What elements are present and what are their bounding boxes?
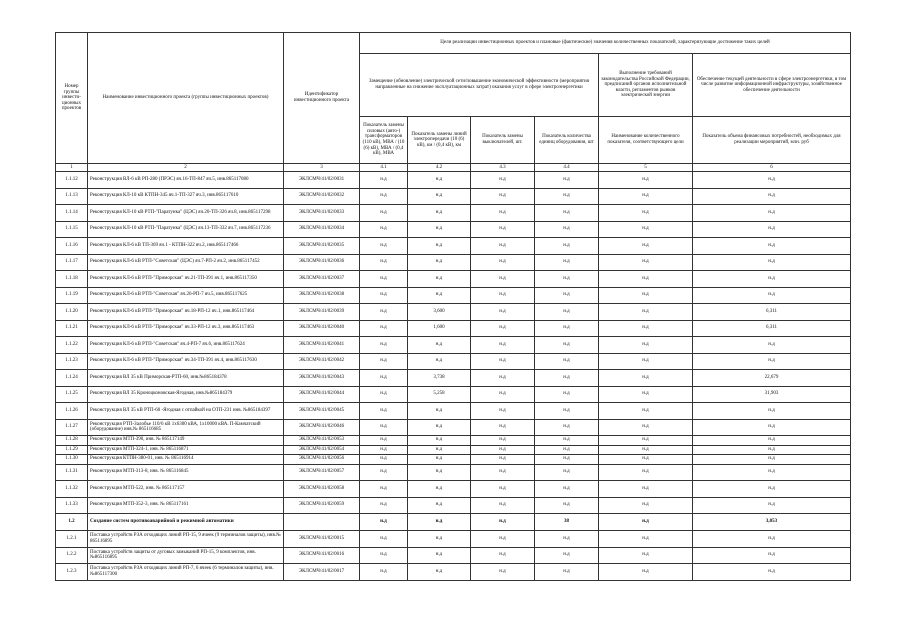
value-4-1: н.д — [360, 455, 408, 465]
value-4-2: н.д — [408, 497, 471, 514]
row-number: 1.1.21 — [56, 320, 88, 337]
value-5: н.д — [599, 205, 693, 222]
table-row — [56, 455, 851, 465]
table-row — [56, 172, 851, 189]
project-name: Реконструкция КЛ-10 кВ РТП-"Паратунка" (ЦЭС) яч.13-ТП-332 яч.7, инв.865117236 — [88, 221, 284, 238]
value-4-1: н.д — [360, 271, 408, 288]
project-name: Реконструкция КЛ-6 кВ РТП-"Приморская" яч.33-РП-12 яч.3, инв.865117463 — [88, 320, 284, 337]
value-4-2: н.д — [408, 188, 471, 205]
value-4-2: н.д — [408, 271, 471, 288]
project-id: ЭКЛСМЧ/41/02/0015 — [284, 531, 360, 548]
table-row — [56, 205, 851, 222]
project-id — [284, 514, 360, 531]
value-5: н.д — [599, 455, 693, 465]
value-5: н.д — [599, 304, 693, 321]
value-4-3: н.д — [471, 531, 535, 548]
column-index-cell: 6 — [693, 164, 851, 172]
project-id: ЭКЛСМЧ/41/02/0057 — [284, 464, 360, 481]
value-4-3: н.д — [471, 188, 535, 205]
value-6: н.д — [693, 455, 851, 465]
value-4-3: н.д — [471, 419, 535, 436]
value-4-3: н.д — [471, 455, 535, 465]
project-id: ЭКЛСМЧ/41/02/0032 — [284, 188, 360, 205]
table-body — [56, 172, 851, 581]
header-project-id: Идентификатор инвестиционного проекта — [284, 33, 360, 164]
value-4-1: н.д — [360, 254, 408, 271]
project-name: Реконструкция МТП-352-3, инв. № 865117161 — [88, 497, 284, 514]
value-5: н.д — [599, 320, 693, 337]
value-4-1: н.д — [360, 445, 408, 455]
value-5: н.д — [599, 481, 693, 498]
table-row — [56, 337, 851, 354]
table-row — [56, 464, 851, 481]
value-4-4: н.д — [535, 370, 599, 387]
column-index-cell: 4.4 — [535, 164, 599, 172]
value-4-3: н.д — [471, 238, 535, 255]
value-6: н.д — [693, 531, 851, 548]
row-number: 1.2.3 — [56, 564, 88, 581]
value-4-1: н.д — [360, 436, 408, 446]
value-4-4: н.д — [535, 445, 599, 455]
header-legislation: Выполнение требований законодательства Российской Федерации, предписаний органов исполнительной власти, регламентов рынков электрической энергии — [599, 54, 693, 117]
value-4-3: н.д — [471, 445, 535, 455]
table-row — [56, 403, 851, 420]
project-name: Реконструкция ВЛ 35 кВ РТП-60 -Ягодная с отпайкой на ОТП-231 инв. №865184397 — [88, 403, 284, 420]
value-6: н.д — [693, 481, 851, 498]
value-6: н.д — [693, 172, 851, 189]
value-5: н.д — [599, 337, 693, 354]
value-6: н.д — [693, 271, 851, 288]
value-4-4: н.д — [535, 403, 599, 420]
value-4-2: н.д — [408, 172, 471, 189]
column-index-cell: 4.3 — [471, 164, 535, 172]
value-4-4: н.д — [535, 337, 599, 354]
row-number: 1.1.19 — [56, 287, 88, 304]
value-5: н.д — [599, 172, 693, 189]
project-id: ЭКЛСМЧ/41/02/0034 — [284, 221, 360, 238]
value-4-1: н.д — [360, 497, 408, 514]
table-row — [56, 353, 851, 370]
value-4-4: н.д — [535, 320, 599, 337]
project-id: ЭКЛСМЧ/41/02/0058 — [284, 481, 360, 498]
header-indicator-4-4: Показатель количества единиц оборудования, шт — [535, 117, 599, 164]
value-5: н.д — [599, 238, 693, 255]
row-number: 1.1.27 — [56, 419, 88, 436]
value-4-1: н.д — [360, 481, 408, 498]
row-number: 1.1.12 — [56, 172, 88, 189]
value-4-4: н.д — [535, 436, 599, 446]
value-4-1: н.д — [360, 514, 408, 531]
table-row — [56, 497, 851, 514]
value-4-3: н.д — [471, 497, 535, 514]
value-4-2: 3,600 — [408, 304, 471, 321]
header-support: Обеспечение текущей деятельности в сфере электроэнергетики, в том числе развитие информационной инфраструктуры, хозяйственное обеспечение деятельности — [693, 54, 851, 117]
header-indicator-4-1: Показатель замены силовых (авто-) трансформаторов (110 кВ), МВА / (10 (6) кВ), МВА / (0,4 кВ), МВА — [360, 117, 408, 164]
project-name: Поставка устройств защиты от дуговых замыканий РП-15, 9 комплектов, инв.№865116895 — [88, 547, 284, 564]
value-5: н.д — [599, 188, 693, 205]
value-4-4: н.д — [535, 419, 599, 436]
project-id: ЭКЛСМЧ/41/02/0035 — [284, 238, 360, 255]
project-id: ЭКЛСМЧ/41/02/0016 — [284, 547, 360, 564]
project-id: ЭКЛСМЧ/41/02/0033 — [284, 205, 360, 222]
project-name: Реконструкция КЛ-6 кВ РТП-"Приморская" яч.18-РП-12 яч.1, инв.865117464 — [88, 304, 284, 321]
project-name: Реконструкция РТП-Залобье 110/6 кВ 1х6300 кВА, 1х10000 кВА. П-Камчатский (оборудование) инв.№ 865116685 — [88, 419, 284, 436]
column-index-cell: 1 — [56, 164, 88, 172]
value-4-3: н.д — [471, 386, 535, 403]
row-number: 1.1.22 — [56, 337, 88, 354]
row-number: 1.1.14 — [56, 205, 88, 222]
table-row — [56, 370, 851, 387]
table-row — [56, 221, 851, 238]
value-4-4: н.д — [535, 254, 599, 271]
value-4-2: н.д — [408, 547, 471, 564]
value-6: н.д — [693, 254, 851, 271]
table-row — [56, 514, 851, 531]
project-name: Реконструкция КЛ-6 кВ РТП-"Советская" (ЦЭС) яч.7-РП-2 яч.2, инв.865117452 — [88, 254, 284, 271]
row-number: 1.2.2 — [56, 547, 88, 564]
value-4-1: н.д — [360, 188, 408, 205]
value-4-3: н.д — [471, 271, 535, 288]
value-4-1: н.д — [360, 172, 408, 189]
table-row — [56, 238, 851, 255]
project-name: Реконструкция ВЛ 35 Кроноцконовская-Ягодная, инв.№865184379 — [88, 386, 284, 403]
value-6: н.д — [693, 287, 851, 304]
value-4-3: н.д — [471, 464, 535, 481]
value-5: н.д — [599, 445, 693, 455]
table-row — [56, 254, 851, 271]
value-5: н.д — [599, 497, 693, 514]
value-4-1: н.д — [360, 337, 408, 354]
value-5: н.д — [599, 287, 693, 304]
value-4-4: н.д — [535, 271, 599, 288]
value-4-3: н.д — [471, 514, 535, 531]
row-number: 1.1.30 — [56, 455, 88, 465]
row-number: 1.1.18 — [56, 271, 88, 288]
value-5: н.д — [599, 386, 693, 403]
table-row — [56, 564, 851, 581]
project-name: Реконструкция КЛ-6 кВ РТП-"Советская" яч.4-РП-7 яч.6, инв.865117624 — [88, 337, 284, 354]
value-6: 6,311 — [693, 304, 851, 321]
value-6: 31,903 — [693, 386, 851, 403]
value-4-2: н.д — [408, 403, 471, 420]
table-row — [56, 271, 851, 288]
value-4-4: н.д — [535, 287, 599, 304]
value-6: н.д — [693, 205, 851, 222]
project-name: Реконструкция МТП-324-1, инв. № 865116871 — [88, 445, 284, 455]
row-number: 1.1.29 — [56, 445, 88, 455]
value-4-4: н.д — [535, 172, 599, 189]
table-row — [56, 287, 851, 304]
value-6: 22,679 — [693, 370, 851, 387]
value-6: н.д — [693, 188, 851, 205]
value-4-3: н.д — [471, 320, 535, 337]
value-4-1: н.д — [360, 353, 408, 370]
column-index-cell: 3 — [284, 164, 360, 172]
value-6: н.д — [693, 353, 851, 370]
value-4-4: н.д — [535, 497, 599, 514]
value-6: н.д — [693, 221, 851, 238]
value-4-4: н.д — [535, 221, 599, 238]
value-5: н.д — [599, 564, 693, 581]
value-5: н.д — [599, 436, 693, 446]
value-4-3: н.д — [471, 287, 535, 304]
value-6: н.д — [693, 238, 851, 255]
header-indicator-4-2: Показатель замены линий электропередачи (10 (6) кВ), км / (0,4 кВ), км — [408, 117, 471, 164]
value-4-2: н.д — [408, 436, 471, 446]
project-id: ЭКЛСМЧ/41/02/0038 — [284, 287, 360, 304]
value-4-1: н.д — [360, 370, 408, 387]
value-6: н.д — [693, 564, 851, 581]
table-row — [56, 419, 851, 436]
row-number: 1.1.33 — [56, 497, 88, 514]
value-5: н.д — [599, 531, 693, 548]
project-name: Реконструкция КТПН-380-01, инв. № 865116914 — [88, 455, 284, 465]
value-6: 3,053 — [693, 514, 851, 531]
value-4-1: н.д — [360, 531, 408, 548]
value-4-4: н.д — [535, 564, 599, 581]
value-4-2: н.д — [408, 464, 471, 481]
value-6: н.д — [693, 419, 851, 436]
value-4-1: н.д — [360, 419, 408, 436]
value-4-2: н.д — [408, 221, 471, 238]
value-5: н.д — [599, 419, 693, 436]
value-6: н.д — [693, 497, 851, 514]
column-index-cell: 4.1 — [360, 164, 408, 172]
project-id: ЭКЛСМЧ/41/02/0044 — [284, 386, 360, 403]
row-number: 1.1.24 — [56, 370, 88, 387]
value-4-3: н.д — [471, 254, 535, 271]
value-4-1: н.д — [360, 205, 408, 222]
value-6: н.д — [693, 464, 851, 481]
value-5: н.д — [599, 403, 693, 420]
row-number: 1.1.31 — [56, 464, 88, 481]
project-name: Реконструкция МТП-390, инв. № 865117149 — [88, 436, 284, 446]
value-4-1: н.д — [360, 287, 408, 304]
column-index-cell: 2 — [88, 164, 284, 172]
value-5: н.д — [599, 254, 693, 271]
value-6: н.д — [693, 403, 851, 420]
project-id: ЭКЛСМЧ/41/02/0042 — [284, 353, 360, 370]
project-id: ЭКЛСМЧ/41/02/0054 — [284, 445, 360, 455]
value-4-1: н.д — [360, 320, 408, 337]
value-4-2: н.д — [408, 514, 471, 531]
value-4-1: н.д — [360, 547, 408, 564]
value-5: н.д — [599, 464, 693, 481]
project-name: Реконструкция КЛ-6 кВ РТП-"Советская" яч.26-РП-7 яч.5, инв.865117625 — [88, 287, 284, 304]
header-replacement: Замещение (обновление) электрической сети/повышение экономической эффективности (мероприятия направленные на снижение эксплуатационных затрат) оказания услуг в сфере электроэнергетики — [360, 54, 599, 117]
project-id: ЭКЛСМЧ/41/02/0053 — [284, 436, 360, 446]
project-name: Поставка устройств РЗА отходящих линий РП-7, 6 ячеек (6 терминалов защиты), инв.№865117300 — [88, 564, 284, 581]
header-project-name: Наименование инвестиционного проекта (группы инвестиционных проектов) — [88, 33, 284, 164]
value-4-2: 3,738 — [408, 370, 471, 387]
value-4-1: н.д — [360, 403, 408, 420]
value-4-4: н.д — [535, 531, 599, 548]
project-name: Реконструкция МТП-522, инв. № 865117157 — [88, 481, 284, 498]
project-id: ЭКЛСМЧ/41/02/0059 — [284, 497, 360, 514]
value-6: н.д — [693, 445, 851, 455]
value-4-3: н.д — [471, 370, 535, 387]
value-6: н.д — [693, 547, 851, 564]
project-name: Реконструкция ВЛ 35 кВ Приморская-РТП-60, инв.№865184378 — [88, 370, 284, 387]
table-row — [56, 304, 851, 321]
value-4-4: 38 — [535, 514, 599, 531]
value-6: 6,311 — [693, 320, 851, 337]
header-indicator-6: Показатель объема финансовых потребностей, необходимых для реализации мероприятий, млн. руб — [693, 117, 851, 164]
value-4-4: н.д — [535, 188, 599, 205]
project-id: ЭКЛСМЧ/41/02/0041 — [284, 337, 360, 354]
row-number: 1.1.28 — [56, 436, 88, 446]
header-indicator-5: Наименование количественного показателя, соответствующего цели — [599, 117, 693, 164]
value-4-4: н.д — [535, 304, 599, 321]
project-name: Создание систем противоаварийной и режимной автоматики — [88, 514, 284, 531]
table-row — [56, 481, 851, 498]
project-id: ЭКЛСМЧ/41/02/0046 — [284, 419, 360, 436]
table-row — [56, 436, 851, 446]
value-4-4: н.д — [535, 205, 599, 222]
project-name: Реконструкция КЛ-6 кВ ТП-369 яч.1 - КТПН-322 яч.2, инв.865117466 — [88, 238, 284, 255]
value-5: н.д — [599, 353, 693, 370]
value-4-4: н.д — [535, 547, 599, 564]
row-number: 1.1.26 — [56, 403, 88, 420]
value-4-2: 1,600 — [408, 320, 471, 337]
value-4-2: н.д — [408, 337, 471, 354]
value-4-3: н.д — [471, 481, 535, 498]
project-id: ЭКЛСМЧ/41/02/0031 — [284, 172, 360, 189]
row-number: 1.1.13 — [56, 188, 88, 205]
value-4-1: н.д — [360, 564, 408, 581]
project-name: Реконструкция ВЛ-6 кВ РП-280 (ПРЭС) яч.16-ТП-847 яч.5, инв.865117080 — [88, 172, 284, 189]
project-name: Поставка устройств РЗА отходящих линий РП-15, 9 ячеек (9 терминалов защиты), инв.№ 865116895 — [88, 531, 284, 548]
value-4-2: н.д — [408, 531, 471, 548]
project-name: Реконструкция КЛ-10 кВ РТП-"Паратунка" (ЦЭС) яч.20-ТП-326 яч.8, инв.865117298 — [88, 205, 284, 222]
value-4-4: н.д — [535, 464, 599, 481]
value-4-3: н.д — [471, 221, 535, 238]
value-4-3: н.д — [471, 353, 535, 370]
value-4-3: н.д — [471, 337, 535, 354]
row-number: 1.1.15 — [56, 221, 88, 238]
row-number: 1.1.16 — [56, 238, 88, 255]
row-number: 1.1.20 — [56, 304, 88, 321]
project-id: ЭКЛСМЧ/41/02/0043 — [284, 370, 360, 387]
value-6: н.д — [693, 436, 851, 446]
value-4-3: н.д — [471, 436, 535, 446]
value-5: н.д — [599, 514, 693, 531]
row-number: 1.1.17 — [56, 254, 88, 271]
header-group-no: Номер группы инвести-ционных проектов — [56, 33, 88, 164]
column-index-cell: 4.2 — [408, 164, 471, 172]
value-5: н.д — [599, 547, 693, 564]
table-row — [56, 445, 851, 455]
investment-table — [55, 32, 851, 581]
table-row — [56, 531, 851, 548]
table-row — [56, 386, 851, 403]
value-4-2: н.д — [408, 238, 471, 255]
project-name: Реконструкция КЛ-6 кВ РТП-"Приморская" яч.21-ТП-391 яч.1, инв.865117350 — [88, 271, 284, 288]
value-4-2: н.д — [408, 353, 471, 370]
value-4-3: н.д — [471, 547, 535, 564]
value-4-4: н.д — [535, 386, 599, 403]
project-id: ЭКЛСМЧ/41/02/0045 — [284, 403, 360, 420]
row-number: 1.2.1 — [56, 531, 88, 548]
value-4-2: н.д — [408, 205, 471, 222]
column-index-cell: 5 — [599, 164, 693, 172]
table-row — [56, 320, 851, 337]
value-4-2: н.д — [408, 445, 471, 455]
project-id: ЭКЛСМЧ/41/02/0039 — [284, 304, 360, 321]
value-4-1: н.д — [360, 221, 408, 238]
value-4-2: н.д — [408, 455, 471, 465]
row-number: 1.2 — [56, 514, 88, 531]
header-indicator-4-3: Показатель замены выключателей, шт. — [471, 117, 535, 164]
value-4-4: н.д — [535, 353, 599, 370]
project-id: ЭКЛСМЧ/41/02/0036 — [284, 254, 360, 271]
value-4-4: н.д — [535, 481, 599, 498]
project-name: Реконструкция МТП-313-8, инв. № 865116845 — [88, 464, 284, 481]
value-4-2: н.д — [408, 287, 471, 304]
header-goals: Цели реализации инвестиционных проектов и плановые (фактические) значения количественных показателей, характеризующие достижение таких целей — [360, 33, 851, 54]
value-4-4: н.д — [535, 238, 599, 255]
project-id: ЭКЛСМЧ/41/02/0037 — [284, 271, 360, 288]
value-4-1: н.д — [360, 304, 408, 321]
value-5: н.д — [599, 271, 693, 288]
value-4-3: н.д — [471, 304, 535, 321]
project-id: ЭКЛСМЧ/41/02/0056 — [284, 455, 360, 465]
row-number: 1.1.32 — [56, 481, 88, 498]
value-4-1: н.д — [360, 386, 408, 403]
value-5: н.д — [599, 221, 693, 238]
value-4-2: н.д — [408, 419, 471, 436]
value-4-2: н.д — [408, 564, 471, 581]
value-4-3: н.д — [471, 172, 535, 189]
project-id: ЭКЛСМЧ/41/02/0040 — [284, 320, 360, 337]
value-4-1: н.д — [360, 238, 408, 255]
value-4-3: н.д — [471, 564, 535, 581]
value-6: н.д — [693, 337, 851, 354]
value-4-2: 5,258 — [408, 386, 471, 403]
row-number: 1.1.25 — [56, 386, 88, 403]
value-4-2: н.д — [408, 254, 471, 271]
value-4-4: н.д — [535, 455, 599, 465]
value-4-3: н.д — [471, 205, 535, 222]
value-4-3: н.д — [471, 403, 535, 420]
value-5: н.д — [599, 370, 693, 387]
project-id: ЭКЛСМЧ/41/02/0017 — [284, 564, 360, 581]
value-4-1: н.д — [360, 464, 408, 481]
project-name: Реконструкция КЛ-6 кВ РТП-"Приморская" яч.34-ТП-391 яч.4, инв.865117630 — [88, 353, 284, 370]
project-name: Реконструкция КЛ-10 кВ КТПН-345 яч.1-ТП-327 яч.3, инв.865117610 — [88, 188, 284, 205]
row-number: 1.1.23 — [56, 353, 88, 370]
value-4-2: н.д — [408, 481, 471, 498]
column-index-row — [56, 164, 851, 172]
table-row — [56, 188, 851, 205]
table-row — [56, 547, 851, 564]
